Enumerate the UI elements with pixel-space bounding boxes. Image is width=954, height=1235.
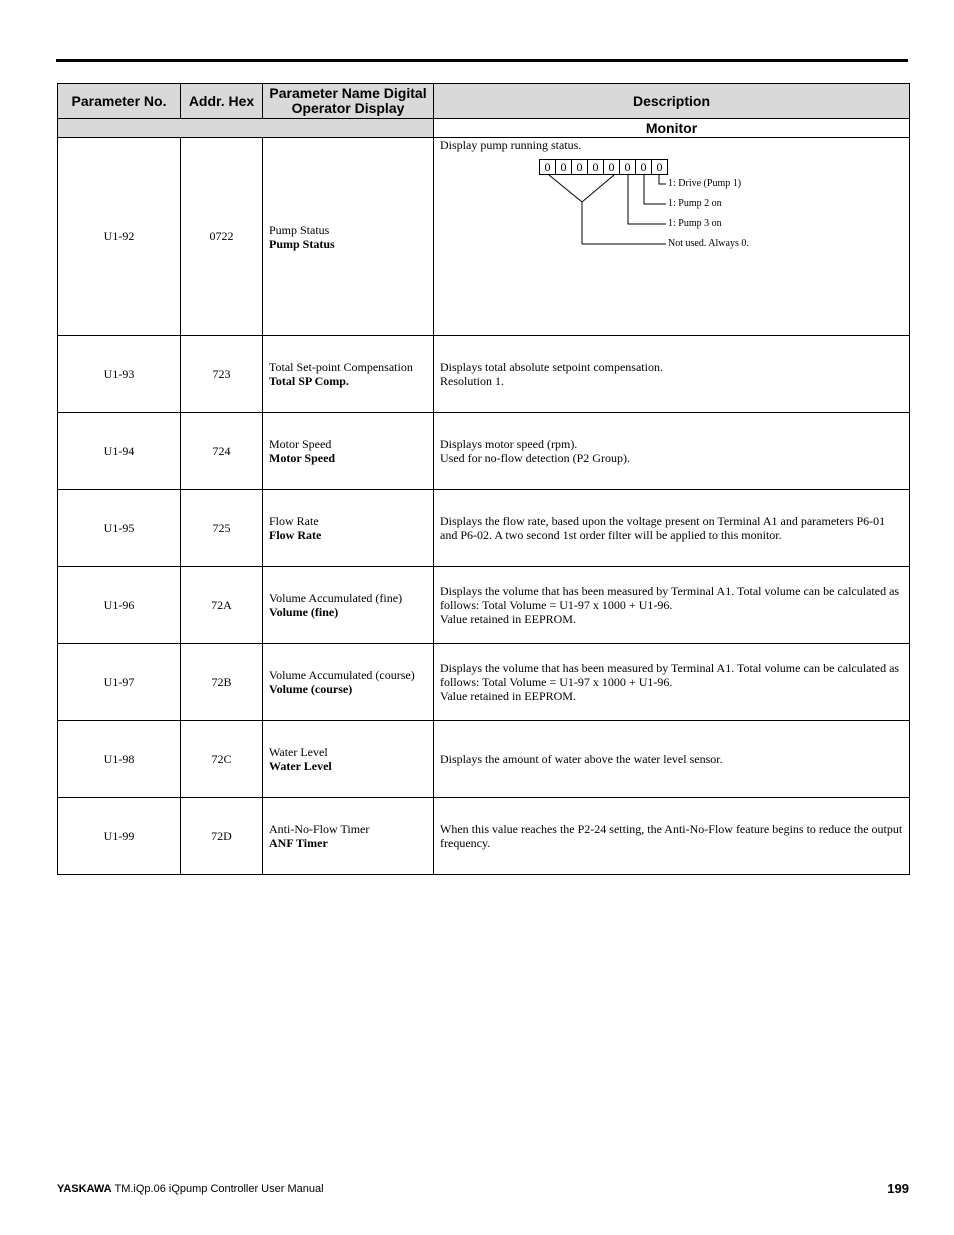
param-name — [263, 798, 434, 875]
status-digit: 0 — [571, 159, 588, 175]
param-name-text: Total Set-point Compensation — [269, 360, 413, 374]
addr-hex: 72B — [181, 644, 263, 721]
param-name — [263, 413, 434, 490]
param-name-text: Water Level — [269, 745, 328, 759]
param-name — [263, 336, 434, 413]
description-text: Displays the amount of water above the water level sensor. — [440, 752, 723, 766]
operator-display: ANF Timer — [269, 836, 328, 850]
description — [434, 798, 910, 875]
status-digit: 0 — [651, 159, 668, 175]
description-text: Resolution 1. — [440, 374, 505, 388]
footer-doc-title — [57, 1183, 324, 1195]
param-name — [263, 644, 434, 721]
param-no: U1-92 — [58, 138, 181, 336]
param-no: U1-93 — [58, 336, 181, 413]
param-no: U1-94 — [58, 413, 181, 490]
page-number: 199 — [887, 1181, 909, 1196]
description-text: When this value reaches the P2-24 setting, the Anti-No-Flow feature begins to reduce the output frequency. — [440, 822, 903, 850]
description-text: Displays total absolute setpoint compensation. — [440, 360, 663, 374]
param-name — [263, 567, 434, 644]
param-no: U1-99 — [58, 798, 181, 875]
header-description: Description — [434, 84, 910, 119]
param-name — [263, 138, 434, 336]
description — [434, 644, 910, 721]
addr-hex: 72C — [181, 721, 263, 798]
operator-display: Volume (fine) — [269, 605, 339, 619]
bit-label: 1: Pump 2 on — [668, 198, 722, 209]
status-digit: 0 — [603, 159, 620, 175]
description-text: Used for no-flow detection (P2 Group). — [440, 451, 630, 465]
description — [434, 567, 910, 644]
header-name: Parameter Name Digital Operator Display — [263, 84, 434, 119]
description-text: Value retained in EEPROM. — [440, 689, 576, 703]
header-rule — [56, 59, 908, 62]
bit-label: 1: Pump 3 on — [668, 218, 722, 229]
table-row — [58, 413, 910, 490]
table-row — [58, 644, 910, 721]
table-row — [58, 567, 910, 644]
operator-display: Total SP Comp. — [269, 374, 349, 388]
section-title: Monitor — [434, 119, 910, 138]
param-name-text: Pump Status — [269, 222, 330, 237]
addr-hex: 0722 — [181, 138, 263, 336]
description — [434, 413, 910, 490]
description-text: Displays motor speed (rpm). — [440, 437, 578, 451]
param-name-text: Anti-No-Flow Timer — [269, 822, 370, 836]
bit-label: 1: Drive (Pump 1) — [668, 178, 742, 189]
param-name-text: Flow Rate — [269, 514, 319, 528]
operator-display: Pump Status — [269, 236, 335, 251]
footer-brand: YASKAWA — [57, 1183, 112, 1195]
operator-display: Motor Speed — [269, 451, 336, 465]
addr-hex: 725 — [181, 490, 263, 567]
status-digit: 0 — [635, 159, 652, 175]
status-digit: 0 — [619, 159, 636, 175]
param-no: U1-97 — [58, 644, 181, 721]
operator-display: Water Level — [269, 759, 332, 773]
addr-hex: 724 — [181, 413, 263, 490]
table-row — [58, 798, 910, 875]
operator-display: Volume (course) — [269, 682, 353, 696]
param-no: U1-96 — [58, 567, 181, 644]
header-param-no: Parameter No. — [58, 84, 181, 119]
footer-manual: TM.iQp.06 iQpump Controller User Manual — [114, 1183, 324, 1195]
param-name — [263, 490, 434, 567]
description — [434, 336, 910, 413]
addr-hex: 72D — [181, 798, 263, 875]
description-text: Display pump running status. — [440, 138, 582, 152]
description — [434, 721, 910, 798]
param-name — [263, 721, 434, 798]
section-blank — [58, 119, 434, 138]
description — [434, 490, 910, 567]
status-digit: 0 — [539, 159, 556, 175]
bit-label: Not used. Always 0. — [668, 238, 749, 249]
table-row — [58, 138, 910, 336]
description-text: Value retained in EEPROM. — [440, 612, 576, 626]
param-name-text: Volume Accumulated (fine) — [269, 591, 403, 605]
table-row — [58, 721, 910, 798]
status-digit: 0 — [587, 159, 604, 175]
addr-hex: 72A — [181, 567, 263, 644]
section-row — [58, 119, 910, 138]
description-text: Displays the volume that has been measured by Terminal A1. Total volume can be calculated as follows: Total Volume = U1-97 x 1000 + U1-96. — [440, 584, 900, 612]
param-no: U1-98 — [58, 721, 181, 798]
param-name-text: Motor Speed — [269, 437, 332, 451]
operator-display: Flow Rate — [269, 528, 322, 542]
table-header-row — [58, 84, 910, 119]
addr-hex: 723 — [181, 336, 263, 413]
table-row — [58, 490, 910, 567]
param-no: U1-95 — [58, 490, 181, 567]
status-digit: 0 — [555, 159, 572, 175]
description — [434, 138, 910, 336]
table-row — [58, 336, 910, 413]
param-name-text: Volume Accumulated (course) — [269, 668, 415, 682]
header-addr: Addr. Hex — [181, 84, 263, 119]
parameter-table — [57, 83, 910, 875]
description-text: Displays the flow rate, based upon the voltage present on Terminal A1 and parameters P6-01 and P6-02. A two second 1st order filter will be applied to this monitor. — [440, 514, 886, 542]
description-text: Displays the volume that has been measured by Terminal A1. Total volume can be calculated as follows: Total Volume = U1-97 x 1000 + U1-96. — [440, 661, 900, 689]
